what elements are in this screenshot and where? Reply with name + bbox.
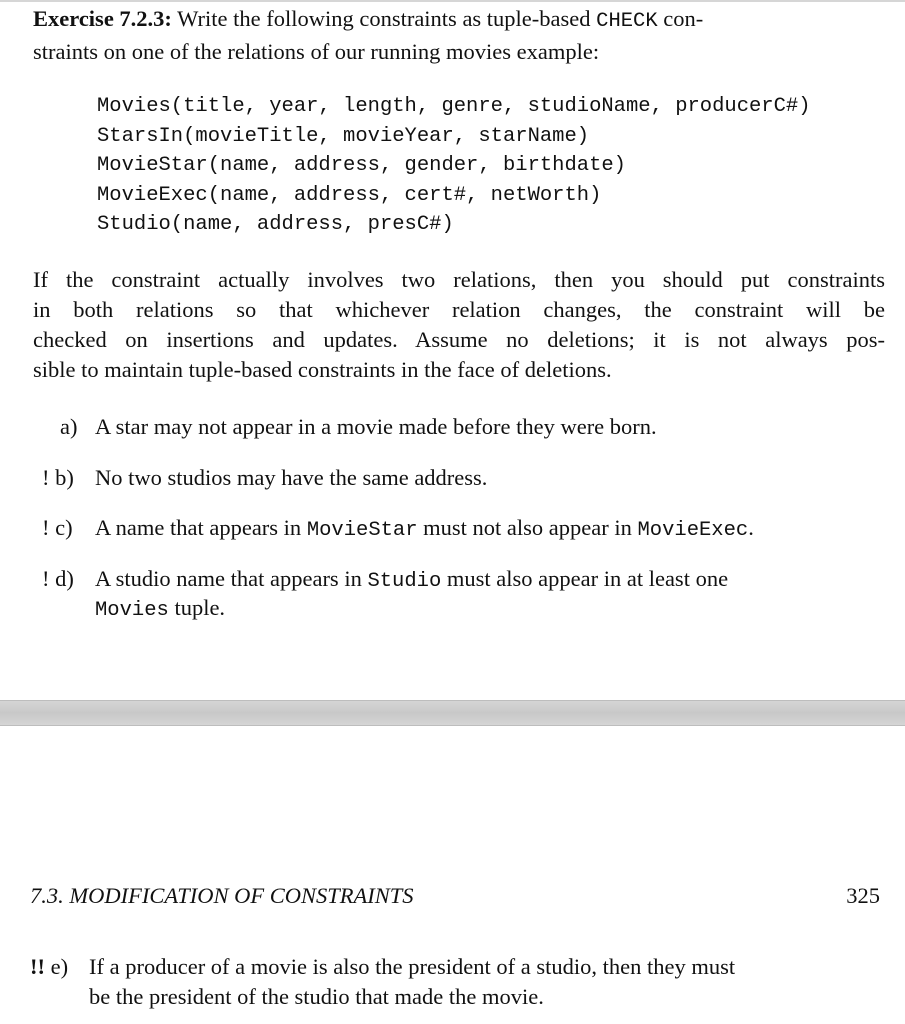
item-d-mark: ! d) [42,566,74,591]
item-d-text-1: A studio name that appears in [95,566,362,591]
schema-starsin: StarsIn(movieTitle, movieYear, starName) [97,124,590,148]
item-e-line-1: If a producer of a movie is also the president of a studio, then they must [89,954,736,979]
instructions-paragraph [33,265,885,385]
item-b-mark: ! b) [42,465,74,490]
exercise-intro-hyphen: con- [663,6,704,31]
schema-moviestar: MovieStar(name, address, gender, birthdate) [97,154,626,177]
instructions-line-3: checked on insertions and updates. Assume no deletions; it is not always pos- [33,327,885,352]
item-e-mark: !! e) [30,954,69,979]
exercise-heading [33,4,885,67]
item-d-text-2: must also appear in at least one [446,566,729,591]
exercise-intro-continuation: straints on one of the relations of our running movies example: [33,39,600,64]
relation-schema-list [97,92,811,240]
item-c-period: . [748,515,754,540]
item-c-code-movieexec: MovieExec [637,519,749,542]
item-d-code-studio: Studio [367,570,442,593]
item-c-text-2: must not also appear in [423,515,632,540]
schema-movieexec: MovieExec(name, address, cert#, netWorth) [97,183,602,207]
instructions-line-1: If the constraint actually involves two relations, then you should put constraints [33,267,885,292]
check-keyword: CHECK [596,10,658,33]
exercise-intro-start: Write the following constraints as tuple-based [177,6,591,31]
schema-studio: Studio(name, address, presC#) [97,213,454,236]
item-e-text [89,952,884,1012]
page-separator [0,700,905,726]
exercise-label: Exercise 7.2.3: [33,6,172,31]
schema-movies: Movies(title, year, length, genre, studioName, producerC#) [97,95,811,118]
item-d-line-1 [95,564,728,596]
top-page-edge [0,0,905,2]
item-c-code-moviestar: MovieStar [306,519,418,542]
item-b-text: No two studios may have the same address. [95,465,488,490]
item-d-text-3: tuple. [174,595,226,620]
item-d-code-movies: Movies [95,599,169,622]
item-e-line-2: be the president of the studio that made the movie. [89,984,544,1009]
instructions-line-2: in both relations so that whichever relation changes, the constraint will be [33,297,885,322]
page-number: 325 [846,883,880,908]
item-d-line-2 [95,593,225,625]
running-head: 7.3. MODIFICATION OF CONSTRAINTS [30,883,414,908]
lower-page [0,726,905,1024]
instructions-line-4: sible to maintain tuple-based constraints in the face of deletions. [33,357,612,382]
item-a-text: A star may not appear in a movie made before they were born. [95,414,657,439]
item-c-text [95,513,754,545]
item-a-mark: a) [60,414,78,439]
item-c-mark: ! c) [42,515,73,540]
item-c-text-1: A name that appears in [95,515,302,540]
